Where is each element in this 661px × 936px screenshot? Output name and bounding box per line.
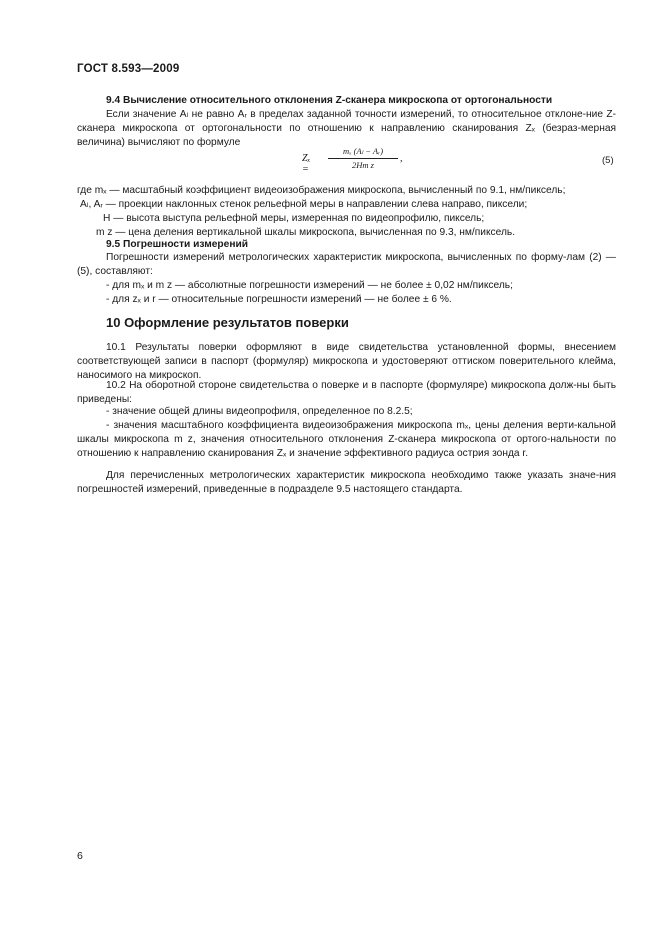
- section-9-4-heading: 9.4 Вычисление относительного отклонения Z-сканера микроскопа от ортогональности: [106, 95, 553, 106]
- list-item: - для zₓ и r — относительные погрешности измерений — не более ± 6 %.: [106, 294, 452, 305]
- document-header: ГОСТ 8.593—2009: [77, 63, 180, 75]
- list-item: - значение общей длины видеопрофиля, определенное по 8.2.5;: [106, 406, 413, 417]
- definition-mz: m z — цена деления вертикальной шкалы микроскопа, вычисленная по 9.3, нм/пиксель.: [96, 227, 516, 238]
- definition-h: H — высота выступа рельефной меры, измеренная по видеопрофилю, пиксель;: [103, 213, 485, 224]
- closing-paragraph: Для перечисленных метрологических характеристик микроскопа необходимо также указать значе-ния погрешностей измерений, приведенные в подразделе 9.5 настоящего стандарта.: [77, 470, 616, 495]
- definition-al-ar: Aₗ, Aᵣ — проекции наклонных стенок рельефной меры в направлении слева направо, пиксели;: [80, 199, 528, 210]
- formula-tail: ,: [400, 153, 403, 164]
- section-9-4-paragraph: Если значение Aₗ не равно Aᵣ в пределах заданной точности измерений, то относительное отклоне-ние Z-сканера микроскопа от ортогональности по отношению к направлению сканирования Zₓ (безраз-мерная величина) вычисляют по формуле: [77, 109, 616, 148]
- list-item: - для mₓ и m z — абсолютные погрешности измерений — не более ± 0,02 нм/пиксель;: [106, 280, 513, 291]
- section-10-heading: 10 Оформление результатов поверки: [106, 315, 349, 330]
- section-9-5-paragraph: Погрешности измерений метрологических характеристик микроскопа, вычисленных по форму-лам (2) — (5), составляют:: [77, 252, 616, 277]
- page-number: 6: [77, 850, 83, 862]
- formula-numerator: mₓ (Aₗ − Aᵣ): [328, 146, 398, 159]
- list-item: - значения масштабного коэффициента видеоизображения микроскопа mₓ, цены деления верти-кальной шкалы микроскопа m z, значения относительного отклонения Z-сканера микроскопа от ортого-нальности по отношению к направлению сканирования Zₓ и значение эффективного радиуса острия зонда r.: [77, 420, 616, 459]
- paragraph-10-2: 10.2 На оборотной стороне свидетельства о поверке и в паспорте (формуляре) микроскопа долж-ны быть приведены:: [77, 380, 616, 405]
- formula-fraction: [328, 146, 398, 170]
- formula-denominator: 2Hm z: [352, 160, 374, 170]
- paragraph-10-1: 10.1 Результаты поверки оформляют в виде свидетельства установленной формы, внесением соответствующей записи в паспорт (формуляр) микроскопа и удостоверяют оттиском поверительного клейма, наносимого на микроскоп.: [77, 342, 616, 381]
- formula-lhs: Zₓ =: [302, 153, 311, 175]
- definition-mx: где mₓ — масштабный коэффициент видеоизображения микроскопа, вычисленный по 9.1, нм/пиксель;: [77, 185, 566, 196]
- equation-number: (5): [602, 155, 614, 166]
- section-9-5-heading: 9.5 Погрешности измерений: [106, 239, 248, 250]
